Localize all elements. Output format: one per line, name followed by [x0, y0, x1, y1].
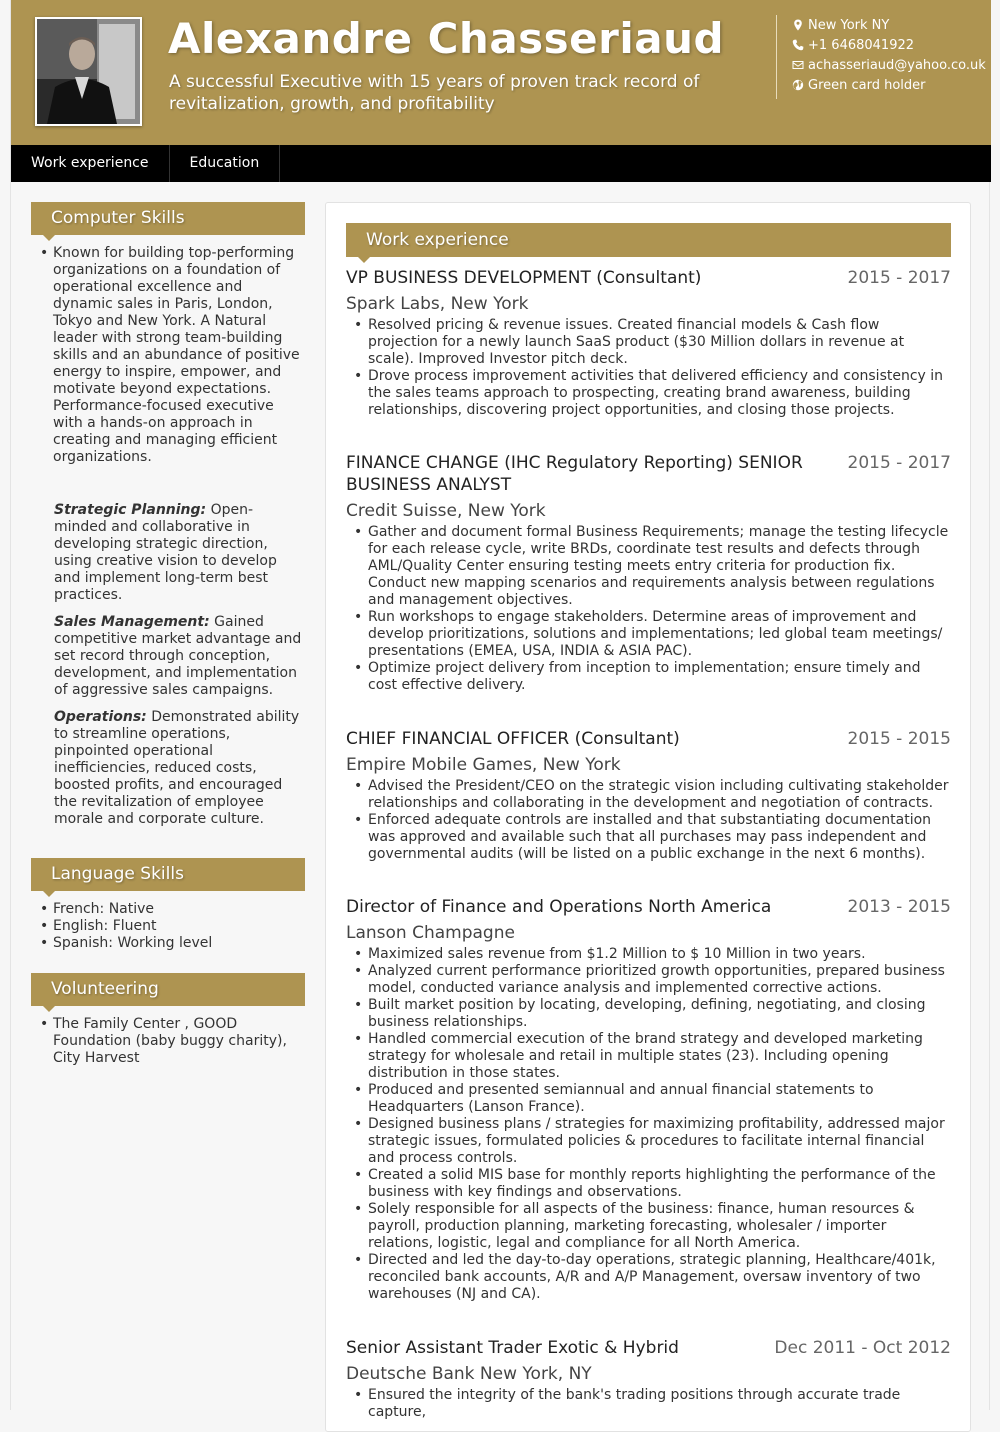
- volunteering-list: [31, 1006, 305, 1067]
- skill-strategic-planning: [31, 502, 305, 604]
- contact-email[interactable]: [789, 55, 991, 75]
- job-bullet: • Created a solid MIS base for monthly reports highlighting the performance of the business with key findings and observations.: [368, 1167, 951, 1201]
- skill-text: Open-minded and collaborative in developing strategic direction, using creative vision to develop and implement long-term best practices.: [54, 502, 277, 603]
- skill-label: Operations:: [54, 709, 147, 725]
- status-text: Green card holder: [808, 77, 926, 93]
- job-bullet: • Directed and led the day-to-day operations, strategic planning, Healthcare/401k, reconciled bank accounts, A/R and A/P Management, oversaw inventory of two warehouses (NJ and CA).: [368, 1252, 951, 1303]
- email-link[interactable]: achasseriaud@yahoo.co.uk: [808, 57, 986, 73]
- job-company: Credit Suisse, New York: [346, 501, 546, 521]
- work-experience-heading: Work experience: [346, 223, 951, 257]
- envelope-icon: [789, 59, 807, 71]
- job-bullet: • Handled commercial execution of the brand strategy and developed marketing strategy for wholesale and retail in multiple states (23). Including opening distribution in those states.: [368, 1031, 951, 1082]
- job-date: Dec 2011 - Oct 2012: [774, 1338, 951, 1358]
- candidate-name: Alexandre Chasseriaud: [168, 14, 725, 63]
- job-company: Lanson Champagne: [346, 923, 515, 943]
- job-bullet: • Solely responsible for all aspects of the business: finance, human resources & payroll, production planning, marketing forecasting, wholesaler / importer relations, logistic, legal and compliance for all North America.: [368, 1201, 951, 1252]
- job-entry: [346, 728, 951, 863]
- skill-label: Strategic Planning:: [54, 502, 207, 518]
- language-item: • English: Fluent: [53, 918, 305, 935]
- nav-education[interactable]: Education: [170, 145, 281, 182]
- job-bullets: [346, 778, 951, 863]
- volunteering-heading: Volunteering: [31, 973, 305, 1006]
- job-entry: [346, 1337, 951, 1421]
- portrait-image: [37, 19, 140, 124]
- job-bullet: • Built market position by locating, developing, defining, negotiating, and closing business relationships.: [368, 997, 951, 1031]
- job-bullets: [346, 1387, 951, 1421]
- job-company: Deutsche Bank New York, NY: [346, 1364, 592, 1384]
- job-title: FINANCE CHANGE (IHC Regulatory Reporting) SENIOR BUSINESS ANALYST: [346, 453, 803, 495]
- computer-skills-heading: Computer Skills: [31, 202, 305, 235]
- skill-sales-management: [31, 614, 305, 699]
- job-title: VP BUSINESS DEVELOPMENT (Consultant): [346, 268, 702, 288]
- job-entry: [346, 896, 951, 1303]
- job-entry: [346, 452, 951, 694]
- resume-page: [10, 0, 990, 1420]
- job-date: 2015 - 2015: [847, 729, 951, 749]
- phone-icon: [789, 39, 807, 51]
- job-bullet: • Optimize project delivery from inception to implementation; ensure timely and cost effective delivery.: [368, 660, 951, 694]
- job-bullet: • Resolved pricing & revenue issues. Created financial models & Cash flow projection for a newly launch SaaS product ($30 Million dollars in revenue at scale). Improved Investor pitch deck.: [368, 317, 951, 368]
- phone-text: +1 6468041922: [808, 37, 915, 53]
- job-bullet: • Ensured the integrity of the bank's trading positions through accurate trade capture,: [368, 1387, 951, 1421]
- job-title: Senior Assistant Trader Exotic & Hybrid: [346, 1338, 679, 1358]
- language-skills-heading: Language Skills: [31, 858, 305, 891]
- header: [11, 0, 991, 145]
- job-date: 2015 - 2017: [847, 268, 951, 288]
- map-pin-icon: [789, 19, 807, 31]
- skill-text: Gained competitive market advantage and set record through conception, development, and implementation of aggressive sales campaigns.: [54, 614, 302, 698]
- contact-status: [789, 75, 991, 95]
- skill-label: Sales Management:: [54, 614, 210, 630]
- language-item: • Spanish: Working level: [53, 935, 305, 952]
- job-bullet: • Run workshops to engage stakeholders. Determine areas of improvement and develop prioritizations, solutions and implementations; led global team meetings/ presentations (EMEA, USA, INDIA & ASIA PAC).: [368, 609, 951, 660]
- job-title: CHIEF FINANCIAL OFFICER (Consultant): [346, 729, 680, 749]
- job-bullet: • Enforced adequate controls are installed and that substantiating documentation was approved and available such that all purchases may pass independent and governmental audits (will be listed on a public exchange in the next 6 months).: [368, 812, 951, 863]
- job-bullet: • Analyzed current performance prioritized growth opportunities, prepared business model, conducted variance analysis and implemented corrective actions.: [368, 963, 951, 997]
- contact-location: [789, 15, 991, 35]
- job-date: 2013 - 2015: [847, 897, 951, 917]
- main-content: [325, 202, 971, 1432]
- globe-icon: [789, 79, 807, 91]
- skill-operations: [31, 709, 305, 828]
- job-bullets: [346, 524, 951, 694]
- profile-photo: [35, 17, 142, 126]
- candidate-tagline: A successful Executive with 15 years of proven track record of revitalization, growth, and profitability: [169, 72, 700, 114]
- sidebar: [31, 202, 305, 1067]
- contact-panel: [776, 15, 991, 99]
- volunteering-item: • The Family Center , GOOD Foundation (baby buggy charity), City Harvest: [53, 1016, 305, 1067]
- language-item: • French: Native: [53, 901, 305, 918]
- job-bullet: • Advised the President/CEO on the strategic vision including cultivating stakeholder relationships and collaborating in the development and negotiation of contracts.: [368, 778, 951, 812]
- computer-skills-list: [31, 235, 305, 466]
- job-entry: [346, 267, 951, 419]
- job-bullet: • Gather and document formal Business Requirements; manage the testing lifecycle for each release cycle, write BRDs, coordinate test results and defects through AML/Quality Center ensuring testing meets entry criteria for production fix. Conduct new mapping scenarios and requirements analysis between regulations and management objectives.: [368, 524, 951, 609]
- job-company: Empire Mobile Games, New York: [346, 755, 621, 775]
- job-date: 2015 - 2017: [847, 453, 951, 473]
- language-skills-list: [31, 891, 305, 952]
- nav-work-experience[interactable]: Work experience: [11, 145, 170, 182]
- contact-phone: [789, 35, 991, 55]
- job-bullet: • Drove process improvement activities that delivered efficiency and consistency in the sales teams approach to prospecting, creating brand awareness, building relationships, discovering project opportunities, and closing those projects.: [368, 368, 951, 419]
- skill-text: Demonstrated ability to streamline operations, pinpointed operational inefficiencies, reduced costs, boosted profits, and encouraged the revitalization of employee morale and corporate culture.: [54, 709, 300, 827]
- job-bullet: • Produced and presented semiannual and annual financial statements to Headquarters (Lanson France).: [368, 1082, 951, 1116]
- computer-skills-summary: • Known for building top-performing organizations on a foundation of operational excellence and dynamic sales in Paris, London, Tokyo and New York. A Natural leader with strong team-building skills and an abundance of positive energy to inspire, empower, and motivate beyond expectations. Performance-focused executive with a hands-on approach in creating and managing efficient organizations.: [53, 245, 305, 466]
- location-text: New York NY: [808, 17, 890, 33]
- job-bullets: [346, 317, 951, 419]
- job-company: Spark Labs, New York: [346, 294, 529, 314]
- job-bullet: • Designed business plans / strategies for maximizing profitability, addressed major strategic issues, formulated policies & procedures to facilitate internal financial and process controls.: [368, 1116, 951, 1167]
- section-nav: [11, 145, 991, 182]
- job-bullets: [346, 946, 951, 1303]
- job-bullet: • Maximized sales revenue from $1.2 Million to $ 10 Million in two years.: [368, 946, 951, 963]
- job-title: Director of Finance and Operations North America: [346, 897, 772, 917]
